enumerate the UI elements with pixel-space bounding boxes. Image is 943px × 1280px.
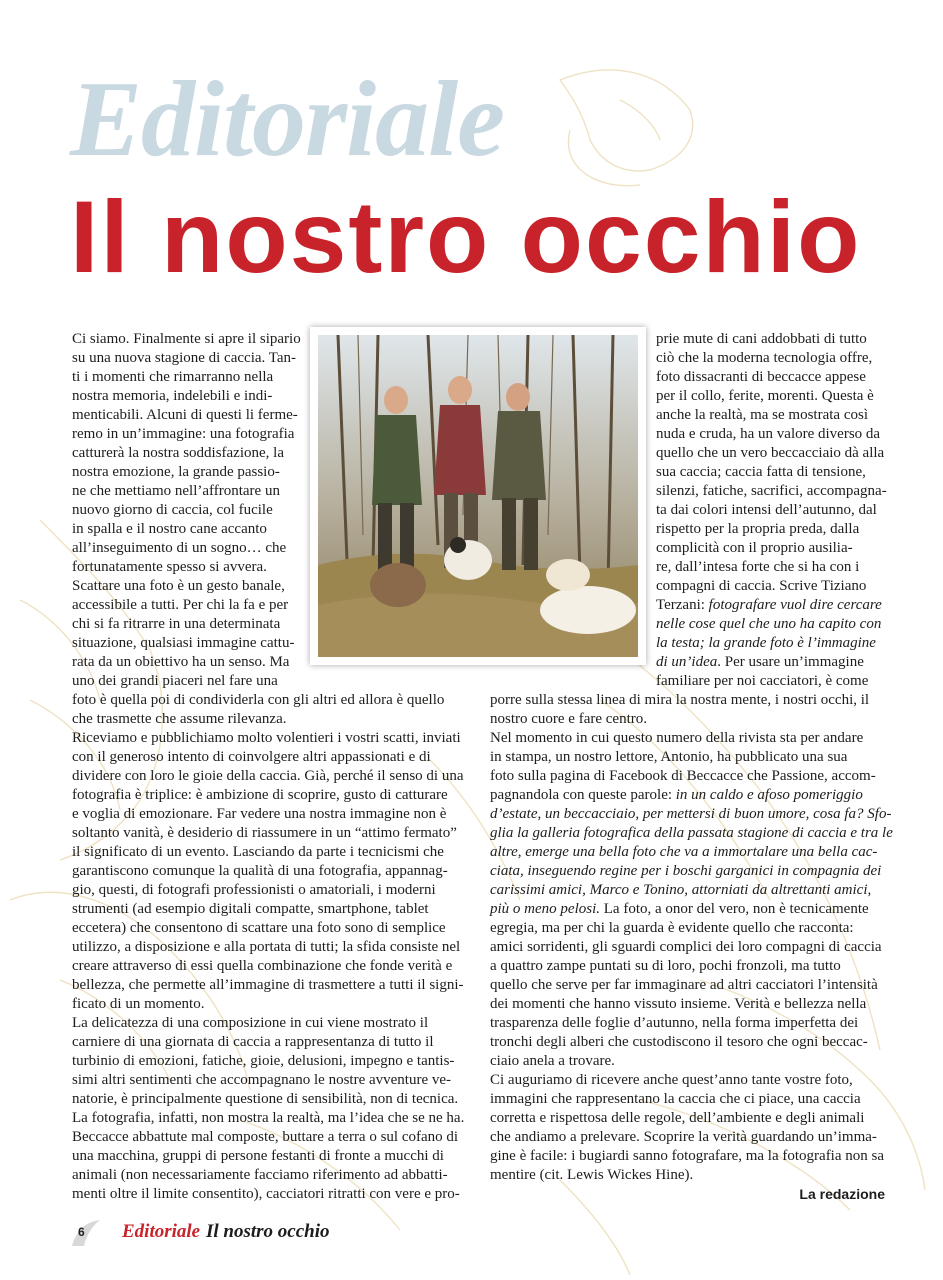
text-line [490, 1147, 893, 1166]
text-line: Ci siamo. Finalmente si apre il sipario [72, 331, 301, 347]
text-line [490, 691, 893, 710]
text-line [656, 406, 887, 425]
text-segment: gine è facile: i bugiardi sanno fotografare, ma la fotografia non sa [490, 1148, 885, 1164]
text-line [656, 558, 887, 577]
text-line: una macchina, gruppi di persone festanti di fronte a mucchi di [72, 1148, 444, 1164]
text-segment: . Per usare un’immagine [717, 654, 864, 670]
text-line: strumenti (ad esempio digitali compatte, smartphone, tablet [72, 901, 429, 917]
text-line [490, 843, 893, 862]
text-segment: quello che un vero beccacciaio dà alla [656, 445, 885, 461]
text-segment: rispetto per la propria preda, dalla [656, 521, 860, 537]
text-line: menti oltre il limite consentito), cacciatori ritratti con vere e pro- [72, 1186, 460, 1202]
text-segment: familiare per noi cacciatori, è come [656, 673, 869, 689]
text-line: creare attraverso di essi quella combinazione che fonde verità e [72, 958, 453, 974]
text-segment: sua caccia; caccia fatta di tensione, [656, 464, 866, 480]
text-line [656, 672, 887, 691]
italic-quote: più o meno pelosi. [490, 901, 600, 917]
page-number-marker-icon [70, 1218, 110, 1248]
text-line [490, 1090, 893, 1109]
text-line: Riceviamo e pubblichiamo molto volentieri i vostri scatti, inviati [72, 730, 461, 746]
text-line: simi altri sentimenti che accompagnano le nostre avventure ve- [72, 1072, 452, 1088]
text-line: utilizzo, a disposizione e alla portata di tutti; la sfida consiste nel [72, 939, 461, 955]
text-line [656, 330, 887, 349]
text-line: nostra emozione, la grande passio- [72, 464, 280, 480]
text-segment: pagnandola con queste parole: [490, 787, 676, 803]
photo-frame [310, 327, 646, 665]
text-segment: egregia, ma per chi la guarda è evidente quello che racconta: [490, 920, 854, 936]
text-segment: a quattro zampe puntati su di loro, pochi fronzoli, ma tutto [490, 958, 841, 974]
text-line [656, 653, 887, 672]
text-line: catturerà la nostra soddisfazione, la [72, 445, 284, 461]
text-segment: mentire (cit. Lewis Wickes Hine). [490, 1167, 694, 1183]
text-segment: nuda e cruda, ha un valore diverso da [656, 426, 881, 442]
text-segment: porre sulla stessa linea di mira la nostra mente, i nostri occhi, il [490, 692, 870, 708]
text-line [490, 1014, 893, 1033]
text-line: fotografia è triplice: è ambizione di scoprire, gusto di catturare [72, 787, 448, 803]
italic-quote: altre, emerge una bella foto che va a immortalare una bella cac- [490, 844, 878, 860]
text-line: ti i momenti che rimarranno nella [72, 369, 274, 385]
text-line: foto è quella poi di condividerla con gli altri ed allora è quello [72, 692, 445, 708]
italic-quote: ciata, inseguendo regine per i boschi garganici in compagnia dei [490, 863, 882, 879]
text-line [490, 900, 893, 919]
text-line [656, 520, 887, 539]
text-segment: silenzi, fatiche, sacrifici, accompagna- [656, 483, 887, 499]
text-line: menticabili. Alcuni di questi li ferme- [72, 407, 298, 423]
italic-quote: di un’idea [656, 654, 718, 670]
text-line: animali (non necessariamente facciamo riferimento ad abbatti- [72, 1167, 448, 1183]
text-line: nuovo giorno di caccia, col fucile [72, 502, 273, 518]
text-segment: complicità con il proprio ausilia- [656, 540, 853, 556]
italic-quote: la testa; la grande foto è l’immagine [656, 635, 876, 651]
text-line: nostra memoria, indelebili e indi- [72, 388, 273, 404]
text-line [656, 425, 887, 444]
text-segment: anche la realtà, ma se mostrata così [656, 407, 868, 423]
article-column-right-top [656, 330, 887, 691]
text-line: La delicatezza di una composizione in cui viene mostrato il [72, 1015, 429, 1031]
text-segment: tronchi degli alberi che custodiscono il tesoro che ogni beccac- [490, 1034, 868, 1050]
text-line: su una nuova stagione di caccia. Tan- [72, 350, 297, 366]
text-segment: in stampa, un nostro lettore, Antonio, ha pubblicato una sua [490, 749, 848, 765]
text-line: rata da un obiettivo ha un senso. Ma [72, 654, 290, 670]
page-title: Il nostro occhio [70, 180, 862, 294]
text-line [656, 387, 887, 406]
text-line: Scattare una foto è un gesto banale, [72, 578, 285, 594]
text-segment: ciò che la moderna tecnologia offre, [656, 350, 873, 366]
footer-title: Il nostro occhio [206, 1221, 330, 1242]
text-line: bellezza, che permette all’immagine di trasmettere a tutti il signi- [72, 977, 464, 993]
text-line [490, 805, 893, 824]
text-line [490, 881, 893, 900]
text-line: il significato di un evento. Lasciando da parte i tecnicismi che [72, 844, 444, 860]
text-segment: La foto, a onor del vero, non è tecnicamente [600, 901, 869, 917]
text-line [656, 501, 887, 520]
text-line [490, 748, 893, 767]
text-line: gio, questi, di fotografi professionisti o amatoriali, i moderni [72, 882, 436, 898]
text-segment: Ci auguriamo di ricevere anche quest’anno tante vostre foto, [490, 1072, 853, 1088]
text-line [490, 995, 893, 1014]
text-segment: foto sulla pagina di Facebook di Beccacce che Passione, accom- [490, 768, 876, 784]
text-line: accessibile a tutti. Per chi la fa e per [72, 597, 289, 613]
text-line [656, 368, 887, 387]
text-segment: ta dai colori intensi dell’autunno, dal [656, 502, 877, 518]
italic-quote: nelle cose quel che uno ha capito con [656, 616, 882, 632]
text-line [490, 729, 893, 748]
text-segment: che andiamo a prelevare. Scoprire la verità guardando un’imma- [490, 1129, 877, 1145]
text-segment: per il collo, ferite, morenti. Questa è [656, 388, 874, 404]
text-line: remo in un’immagine: una fotografia [72, 426, 295, 442]
text-line [656, 596, 887, 615]
text-line [490, 862, 893, 881]
italic-quote: glia la galleria fotografica della passata stagione di caccia e tra le [490, 825, 893, 841]
text-line [490, 767, 893, 786]
text-line: garantiscono comunque la qualità di una fotografia, appannag- [72, 863, 448, 879]
text-line [656, 444, 887, 463]
text-line [490, 786, 893, 805]
text-segment: immagini che rappresentano la caccia che ci piace, una caccia [490, 1091, 861, 1107]
text-segment: corretta e rispettosa delle regole, dell’ambiente e degli animali [490, 1110, 865, 1126]
text-line [656, 634, 887, 653]
text-segment: Terzani: [656, 597, 709, 613]
text-line: natorie, è principalmente questione di sensibilità, non di tecnica. [72, 1091, 459, 1107]
text-line [656, 463, 887, 482]
text-segment: amici sorridenti, gli sguardi complici dei loro compagni di caccia [490, 939, 882, 955]
text-line [656, 615, 887, 634]
text-line [490, 919, 893, 938]
footer-section: Editoriale [122, 1221, 201, 1242]
text-line [490, 1052, 893, 1071]
text-segment: trasparenza delle foglie d’autunno, nella forma imperfetta dei [490, 1015, 859, 1031]
text-line: e voglia di emozionare. Far vedere una nostra immagine non è [72, 806, 447, 822]
text-segment: quello che serve per far immaginare ad altri cacciatori l’intensità [490, 977, 878, 993]
signature: La redazione [799, 1186, 885, 1202]
text-segment: Nel momento in cui questo numero della rivista sta per andare [490, 730, 864, 746]
text-line [490, 957, 893, 976]
article-column-right-bottom [490, 691, 893, 1185]
text-line: in spalla e il nostro cane accanto [72, 521, 267, 537]
text-segment: foto dissacranti di beccacce appese [656, 369, 866, 385]
text-line: con il generoso intento di coinvolgere altri appassionati e di [72, 749, 431, 765]
text-segment: ciaio anela a trovare. [490, 1053, 615, 1069]
text-line [490, 938, 893, 957]
text-line [656, 482, 887, 501]
text-line [490, 710, 893, 729]
text-line [656, 349, 887, 368]
text-line: dividere con loro le gioie della caccia. Già, perché il senso di una [72, 768, 464, 784]
text-segment: prie mute di cani addobbati di tutto [656, 331, 867, 347]
text-line [490, 1033, 893, 1052]
italic-quote: fotografare vuol dire cercare [708, 597, 882, 613]
hunters-with-dogs-photo [318, 335, 638, 657]
text-line: La fotografia, infatti, non mostra la realtà, ma l’idea che se ne ha. [72, 1110, 465, 1126]
italic-quote: in un caldo e afoso pomeriggio [675, 787, 863, 803]
text-line [490, 1166, 893, 1185]
text-line: chi si fa ritrarre in una determinata [72, 616, 281, 632]
italic-quote: d’estate, un beccacciaio, per mettersi di buon umore, cosa fa? Sfo- [490, 806, 892, 822]
text-line: ne che mettiamo nell’affrontare un [72, 483, 280, 499]
text-line: ficato di un momento. [72, 996, 205, 1012]
text-line [490, 1071, 893, 1090]
text-line [490, 1128, 893, 1147]
text-line: uno dei grandi piaceri nel fare una [72, 673, 278, 689]
text-segment: dei momenti che hanno vissuto insieme. Verità e bellezza nella [490, 996, 867, 1012]
text-line: Beccacce abbattute mal composte, buttare a terra o sul cofano di [72, 1129, 459, 1145]
text-segment: compagni di caccia. Scrive Tiziano [656, 578, 867, 594]
text-line: turbinio di emozioni, fatiche, gioie, delusioni, impegno e tantis- [72, 1053, 455, 1069]
text-line: soltanto vanità, è desiderio di riassumere in un “attimo fermato” [72, 825, 457, 841]
text-segment: nostro cuore e fare centro. [490, 711, 648, 727]
text-line: situazione, qualsiasi immagine cattu- [72, 635, 295, 651]
text-line: eccetera) che consentono di scattare una foto sono di semplice [72, 920, 446, 936]
page-number: 6 [78, 1225, 85, 1239]
text-line: che trasmette che assume rilevanza. [72, 711, 287, 727]
text-line [656, 577, 887, 596]
text-line [656, 539, 887, 558]
text-line: fortunatamente spesso si avvera. [72, 559, 267, 575]
text-line [490, 824, 893, 843]
text-line [490, 1109, 893, 1128]
text-line: carniere di una giornata di caccia a rappresentanza di tutto il [72, 1034, 434, 1050]
text-line [490, 976, 893, 995]
italic-quote: carissimi amici, Marco e Tonino, attorniati da altrettanti amici, [490, 882, 872, 898]
text-line: all’inseguimento di un sogno… che [72, 540, 287, 556]
section-kicker: Editoriale [70, 60, 505, 179]
text-segment: re, dall’intesa forte che si ha con i [656, 559, 860, 575]
